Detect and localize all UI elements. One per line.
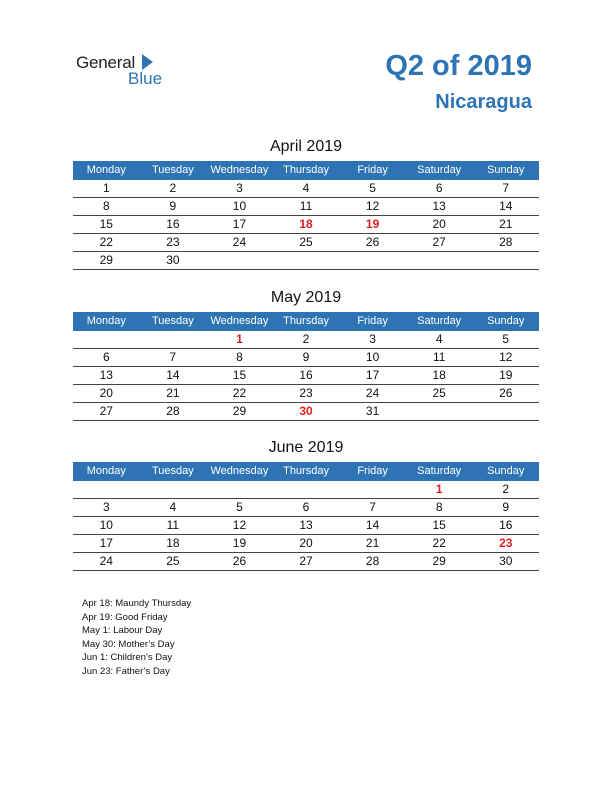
weekday-header: Saturday <box>417 164 462 176</box>
day-cell: 13 <box>432 199 446 213</box>
day-cell: 21 <box>499 217 513 231</box>
day-cell: 25 <box>166 554 180 568</box>
day-cell: 18 <box>166 536 180 550</box>
weekday-header: Monday <box>86 465 126 477</box>
day-cell: 30 <box>166 253 180 267</box>
day-cell: 3 <box>102 500 110 514</box>
day-cell: 29 <box>432 554 446 568</box>
day-cell: 2 <box>169 181 177 195</box>
day-cell: 27 <box>99 404 113 418</box>
day-cell: 5 <box>236 500 243 514</box>
week-row <box>73 198 539 216</box>
day-cell: 4 <box>302 181 310 195</box>
day-cell: 30 <box>499 554 513 568</box>
day-cell: 25 <box>432 386 446 400</box>
week-row <box>73 252 539 270</box>
day-cell <box>73 331 140 348</box>
day-cell: 10 <box>232 199 247 213</box>
weekday-header-row <box>73 161 539 180</box>
day-cell: 5 <box>369 181 376 195</box>
weekday-header: Sunday <box>487 315 525 327</box>
day-cell: 22 <box>99 235 113 249</box>
day-cell: 9 <box>302 350 310 364</box>
weekday-header: Tuesday <box>151 465 194 477</box>
day-cell: 8 <box>236 350 243 364</box>
day-cell: 22 <box>232 386 247 400</box>
logo-general-text: General <box>76 53 136 72</box>
day-cell <box>339 252 406 269</box>
week-row <box>73 385 539 403</box>
weekday-header-row <box>73 462 539 481</box>
holiday-day-cell: 1 <box>435 482 443 496</box>
weekday-header: Monday <box>86 164 126 176</box>
day-cell: 21 <box>166 386 180 400</box>
day-cell: 12 <box>365 199 380 213</box>
holiday-day-cell: 1 <box>236 332 243 346</box>
day-cell: 28 <box>166 404 180 418</box>
day-cell: 6 <box>102 350 110 364</box>
day-cell: 4 <box>169 500 177 514</box>
logo-flag-icon <box>142 54 153 70</box>
day-cell: 3 <box>236 181 243 195</box>
weekday-header: Thursday <box>283 164 329 176</box>
holiday-note: Apr 18: Maundy Thursday <box>82 598 192 609</box>
day-cell <box>406 403 473 420</box>
day-cell: 8 <box>102 199 110 213</box>
day-cell: 7 <box>169 350 177 364</box>
day-cell: 11 <box>166 518 180 532</box>
week-row <box>73 517 539 535</box>
day-cell: 2 <box>502 482 510 496</box>
week-row <box>73 331 539 349</box>
day-cell: 6 <box>302 500 310 514</box>
day-cell: 20 <box>299 536 313 550</box>
holiday-day-cell: 30 <box>299 404 313 418</box>
holiday-note: Jun 1: Children’s Day <box>82 652 173 664</box>
day-cell: 27 <box>299 554 313 568</box>
day-cell: 17 <box>232 217 247 231</box>
weekday-header: Thursday <box>283 465 329 477</box>
day-cell: 10 <box>99 518 113 532</box>
month-calendar <box>73 288 539 421</box>
holiday-note: May 1: Labour Day <box>82 625 163 637</box>
day-cell: 25 <box>299 235 313 249</box>
day-cell: 15 <box>232 368 247 382</box>
day-cell: 28 <box>499 235 513 249</box>
day-cell: 14 <box>365 518 380 532</box>
day-cell: 29 <box>99 253 113 267</box>
month-title: April 2019 <box>269 138 343 155</box>
day-cell <box>206 252 273 269</box>
day-cell: 29 <box>232 404 247 418</box>
month-calendar <box>73 137 539 270</box>
day-cell: 1 <box>102 181 110 195</box>
weekday-header-row <box>73 312 539 331</box>
holiday-day-cell: 18 <box>299 217 313 231</box>
day-cell <box>206 481 273 498</box>
day-cell <box>472 252 539 269</box>
day-cell: 24 <box>365 386 380 400</box>
week-row <box>73 499 539 517</box>
day-cell <box>273 252 340 269</box>
day-cell: 28 <box>365 554 380 568</box>
day-cell: 16 <box>299 368 313 382</box>
month-title: June 2019 <box>268 439 344 456</box>
day-cell: 8 <box>435 500 443 514</box>
day-cell: 27 <box>432 235 446 249</box>
day-cell: 17 <box>99 536 113 550</box>
day-cell: 15 <box>99 217 113 231</box>
holiday-day-cell: 19 <box>365 217 380 231</box>
day-cell: 20 <box>99 386 113 400</box>
weekday-header: Sunday <box>487 164 525 176</box>
day-cell: 14 <box>499 199 513 213</box>
day-cell: 11 <box>432 350 446 364</box>
day-cell: 22 <box>432 536 446 550</box>
weekday-header: Saturday <box>417 465 462 477</box>
weekday-header: Wednesday <box>210 315 269 327</box>
day-cell: 24 <box>232 235 247 249</box>
day-cell <box>472 403 539 420</box>
weekday-header: Tuesday <box>151 315 194 327</box>
day-cell: 16 <box>499 518 513 532</box>
day-cell <box>406 252 473 269</box>
day-cell <box>140 481 207 498</box>
month-calendar <box>73 438 539 571</box>
day-cell: 9 <box>169 199 177 213</box>
day-cell: 23 <box>299 386 313 400</box>
holiday-notes <box>82 597 191 679</box>
day-cell: 12 <box>499 350 513 364</box>
day-cell: 5 <box>502 332 510 346</box>
week-row <box>73 216 539 234</box>
day-cell: 26 <box>499 386 513 400</box>
day-cell: 26 <box>365 235 380 249</box>
day-cell <box>140 331 207 348</box>
day-cell: 31 <box>365 404 380 418</box>
day-cell: 15 <box>432 518 446 532</box>
logo <box>76 52 186 92</box>
day-cell: 24 <box>99 554 113 568</box>
holiday-note: May 30: Mother’s Day <box>82 638 175 650</box>
day-cell: 11 <box>299 199 313 213</box>
day-cell: 6 <box>435 181 443 195</box>
week-row <box>73 234 539 252</box>
day-cell: 2 <box>302 332 310 346</box>
quarter-title: Q2 of 2019 <box>385 50 532 82</box>
day-cell: 12 <box>232 518 247 532</box>
day-cell: 14 <box>166 368 180 382</box>
weekday-header: Friday <box>357 315 388 327</box>
weekday-header: Friday <box>357 164 388 176</box>
weekday-header: Sunday <box>487 465 525 477</box>
day-cell: 16 <box>166 217 180 231</box>
week-row <box>73 553 539 571</box>
day-cell: 19 <box>232 536 247 550</box>
week-row <box>73 403 539 421</box>
week-row <box>73 349 539 367</box>
holiday-note: Apr 19: Good Friday <box>82 611 168 623</box>
day-cell: 7 <box>502 181 510 195</box>
week-row <box>73 481 539 499</box>
day-cell: 13 <box>299 518 313 532</box>
weekday-header: Monday <box>86 315 126 327</box>
weekday-header: Saturday <box>417 315 462 327</box>
weekday-header: Wednesday <box>210 465 269 477</box>
day-cell <box>73 481 140 498</box>
day-cell: 13 <box>99 368 113 382</box>
week-row <box>73 367 539 385</box>
day-cell: 21 <box>365 536 380 550</box>
week-row <box>73 180 539 198</box>
logo-blue-text: Blue <box>128 69 163 88</box>
week-row <box>73 535 539 553</box>
day-cell <box>273 481 340 498</box>
day-cell: 19 <box>499 368 513 382</box>
weekday-header: Tuesday <box>151 164 194 176</box>
day-cell: 20 <box>432 217 446 231</box>
day-cell: 10 <box>365 350 380 364</box>
day-cell: 17 <box>365 368 380 382</box>
day-cell: 18 <box>432 368 446 382</box>
weekday-header: Friday <box>357 465 388 477</box>
day-cell: 23 <box>166 235 180 249</box>
day-cell: 7 <box>369 500 376 514</box>
weekday-header: Thursday <box>283 315 329 327</box>
day-cell: 9 <box>502 500 510 514</box>
month-title: May 2019 <box>270 289 342 306</box>
day-cell: 26 <box>232 554 247 568</box>
day-cell <box>339 481 406 498</box>
country-name: Nicaragua <box>435 91 532 113</box>
holiday-day-cell: 23 <box>499 536 513 550</box>
holiday-note: Jun 23: Father’s Day <box>82 665 170 677</box>
weekday-header: Wednesday <box>210 164 269 176</box>
day-cell: 4 <box>435 332 443 346</box>
day-cell: 3 <box>369 332 376 346</box>
